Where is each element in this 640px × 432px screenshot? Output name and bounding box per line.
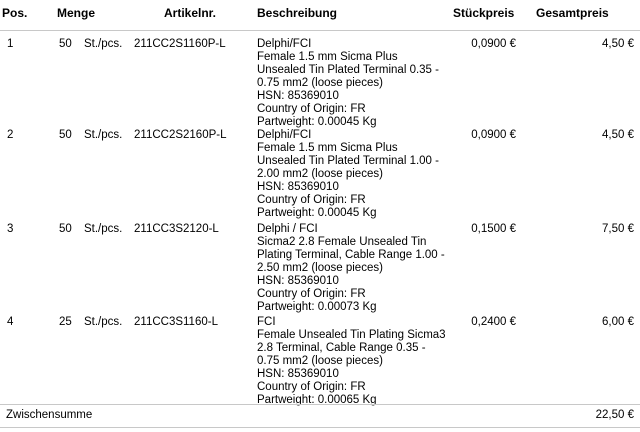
row-total: 4,50 € bbox=[602, 38, 634, 50]
table-row bbox=[0, 129, 640, 220]
header-beschreibung: Beschreibung bbox=[257, 6, 338, 20]
description-line: Partweight: 0.00045 Kg bbox=[257, 207, 377, 219]
description-line: Delphi / FCI bbox=[257, 223, 318, 235]
row-article: 211CC2S2160P-L bbox=[134, 129, 227, 141]
row-qty: 25 bbox=[59, 316, 72, 328]
description-line: HSN: 85369010 bbox=[257, 368, 339, 380]
row-description bbox=[257, 129, 439, 220]
description-line: 0.75 mm2 (loose pieces) bbox=[257, 77, 383, 89]
description-line: FCI bbox=[257, 316, 276, 328]
row-unit: St./pcs. bbox=[84, 129, 123, 141]
description-line: 2.50 mm2 (loose pieces) bbox=[257, 262, 383, 274]
row-qty: 50 bbox=[59, 223, 72, 235]
table-header bbox=[0, 0, 640, 31]
description-line: Female Unsealed Tin Plating Sicma3 bbox=[257, 329, 446, 341]
row-pos: 2 bbox=[7, 129, 14, 141]
row-unit-price: 0,0900 € bbox=[471, 38, 516, 50]
description-line: Female 1.5 mm Sicma Plus bbox=[257, 142, 398, 154]
description-line: HSN: 85369010 bbox=[257, 90, 339, 102]
subtotal-label: Zwischensumme bbox=[6, 409, 93, 421]
description-line: 2.8 Terminal, Cable Range 0.35 - bbox=[257, 342, 426, 354]
row-pos: 3 bbox=[7, 223, 14, 235]
row-article: 211CC3S1160-L bbox=[134, 316, 218, 328]
row-article: 211CC3S2120-L bbox=[134, 223, 219, 235]
row-pos: 1 bbox=[7, 38, 14, 50]
description-line: Partweight: 0.00045 Kg bbox=[257, 116, 377, 128]
row-unit: St./pcs. bbox=[84, 223, 123, 235]
row-description bbox=[257, 316, 446, 407]
row-qty: 50 bbox=[59, 129, 72, 141]
description-line: Country of Origin: FR bbox=[257, 194, 366, 206]
description-line: Delphi/FCI bbox=[257, 38, 312, 50]
header-artikelnr: Artikelnr. bbox=[164, 6, 217, 20]
description-line: Partweight: 0.00073 Kg bbox=[257, 301, 377, 313]
description-line: Delphi/FCI bbox=[257, 129, 312, 141]
description-line: Country of Origin: FR bbox=[257, 103, 366, 115]
header-stueckpreis: Stückpreis bbox=[453, 6, 515, 20]
description-line: Sicma2 2.8 Female Unsealed Tin bbox=[257, 236, 427, 248]
row-unit-price: 0,0900 € bbox=[471, 129, 516, 141]
description-line: Country of Origin: FR bbox=[257, 381, 366, 393]
description-line: HSN: 85369010 bbox=[257, 181, 339, 193]
description-line: Country of Origin: FR bbox=[257, 288, 366, 300]
row-description bbox=[257, 38, 439, 129]
row-unit-price: 0,2400 € bbox=[471, 316, 516, 328]
description-line: Partweight: 0.00065 Kg bbox=[257, 394, 377, 406]
header-menge: Menge bbox=[57, 6, 96, 20]
subtotal-value: 22,50 € bbox=[595, 409, 634, 421]
subtotal-row bbox=[0, 404, 640, 428]
description-line: 2.00 mm2 (loose pieces) bbox=[257, 168, 383, 180]
header-gesamtpreis: Gesamtpreis bbox=[536, 6, 609, 20]
description-line: Unsealed Tin Plated Terminal 0.35 - bbox=[257, 64, 439, 76]
row-qty: 50 bbox=[59, 38, 72, 50]
description-line: Unsealed Tin Plated Terminal 1.00 - bbox=[257, 155, 439, 167]
description-line: Plating Terminal, Cable Range 1.00 - bbox=[257, 249, 445, 261]
row-unit: St./pcs. bbox=[84, 38, 123, 50]
table-row bbox=[0, 316, 640, 407]
table-row bbox=[0, 223, 640, 314]
row-article: 211CC2S1160P-L bbox=[134, 38, 226, 50]
row-unit-price: 0,1500 € bbox=[471, 223, 516, 235]
row-total: 7,50 € bbox=[602, 223, 634, 235]
row-pos: 4 bbox=[7, 316, 14, 328]
header-pos: Pos. bbox=[2, 6, 28, 20]
row-description bbox=[257, 223, 445, 314]
table-row bbox=[0, 38, 640, 129]
row-total: 6,00 € bbox=[602, 316, 634, 328]
description-line: 0.75 mm2 (loose pieces) bbox=[257, 355, 383, 367]
description-line: Female 1.5 mm Sicma Plus bbox=[257, 51, 398, 63]
description-line: HSN: 85369010 bbox=[257, 275, 339, 287]
row-unit: St./pcs. bbox=[84, 316, 123, 328]
row-total: 4,50 € bbox=[602, 129, 634, 141]
